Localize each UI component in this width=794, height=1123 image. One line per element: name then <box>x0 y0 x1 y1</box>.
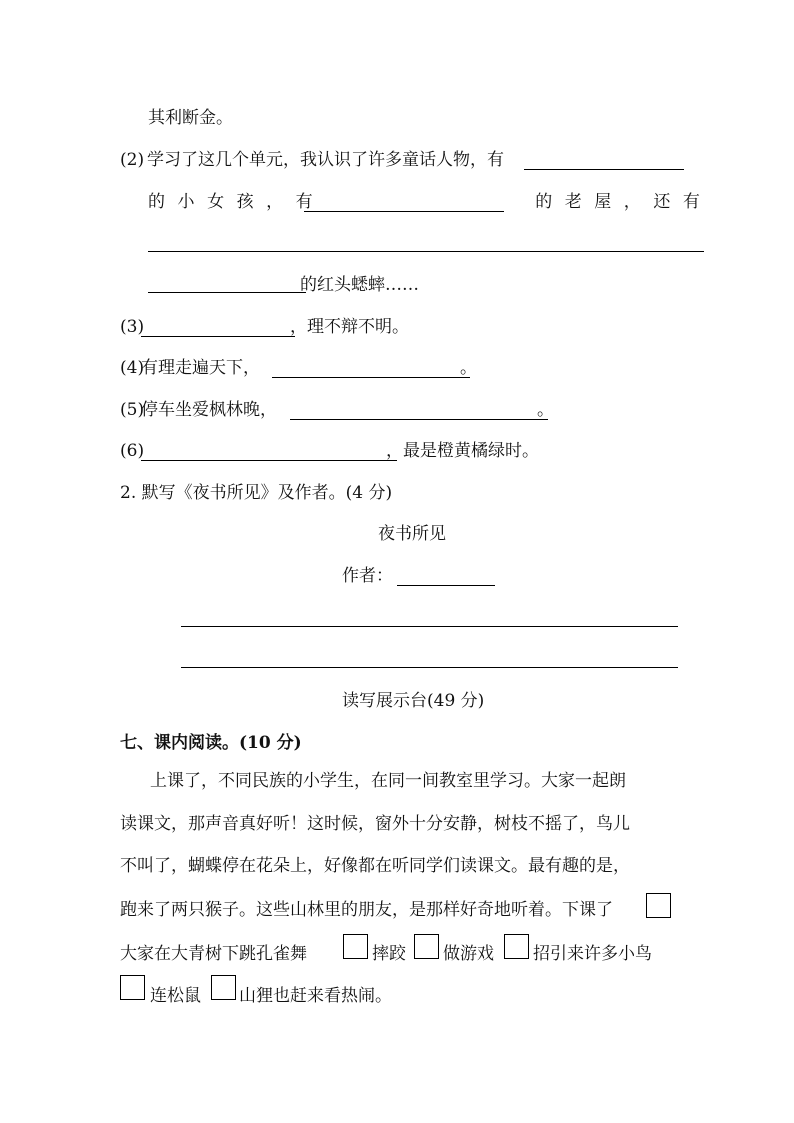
answer-blank-2c[interactable] <box>148 251 704 252</box>
item-3-number: (3) <box>120 317 145 337</box>
item-4-period: 。 <box>460 358 477 378</box>
item-2-line-2 <box>148 194 700 211</box>
passage-line-5-part-c: 做游戏 <box>443 944 494 964</box>
item-5-number: (5) <box>120 400 145 420</box>
spread-char: 小 <box>177 192 195 212</box>
answer-blank-5[interactable] <box>290 419 548 420</box>
author-blank[interactable] <box>397 585 495 586</box>
spread-char: 老 <box>564 192 582 212</box>
author-label: 作者： <box>342 566 393 586</box>
answer-blank-2a[interactable] <box>524 169 684 170</box>
spread-char: 的 <box>148 192 165 212</box>
spread-char: 女 <box>207 192 225 212</box>
item-2-text: 学习了这几个单元，我认识了许多童话人物，有 <box>147 150 504 170</box>
spread-char: 屋 <box>594 192 612 212</box>
spread-char: 有 <box>682 192 700 212</box>
passage-line-4: 跑来了两只猴子。这些山林里的朋友，是那样好奇地听着。下课了 <box>120 900 613 920</box>
passage-line-6-part-a: 连松鼠 <box>150 986 201 1006</box>
poem-line-blank-1[interactable] <box>181 626 678 627</box>
answer-blank-4[interactable] <box>272 377 470 378</box>
text-line-qi-li-duan-jin: 其利断金。 <box>148 108 233 128</box>
punctuation-box-3[interactable] <box>414 934 439 959</box>
answer-blank-2d[interactable] <box>148 292 306 293</box>
punctuation-box-1[interactable] <box>646 893 671 918</box>
passage-line-5-part-a: 大家在大青树下跳孔雀舞 <box>120 944 307 964</box>
passage-line-3: 不叫了，蝴蝶停在花朵上，好像都在听同学们读课文。最有趣的是， <box>120 856 630 876</box>
poem-title: 夜书所见 <box>378 524 446 544</box>
poem-line-blank-2[interactable] <box>181 667 678 668</box>
punctuation-box-4[interactable] <box>504 934 529 959</box>
answer-blank-2b[interactable] <box>304 211 504 212</box>
answer-blank-6[interactable] <box>141 460 397 461</box>
spread-char: 孩 <box>236 192 254 212</box>
question-7-heading: 七、课内阅读。(10 分) <box>120 733 302 753</box>
passage-line-5-part-d: 招引来许多小鸟 <box>533 944 652 964</box>
punctuation-box-2[interactable] <box>343 934 368 959</box>
item-6-text: ，最是橙黄橘绿时。 <box>386 441 539 461</box>
passage-line-1: 上课了，不同民族的小学生，在同一间教室里学习。大家一起朗 <box>150 771 626 791</box>
spread-char: 的 <box>535 192 553 212</box>
spread-char: 有 <box>295 192 313 212</box>
answer-blank-3[interactable] <box>141 336 295 337</box>
section-title: 读写展示台(49 分) <box>342 691 485 711</box>
spread-char: 还 <box>653 192 671 212</box>
item-2-number: (2) <box>120 150 145 170</box>
item-4-number: (4) <box>120 358 145 378</box>
question-2-heading: 2. 默写《夜书所见》及作者。(4 分) <box>120 483 393 503</box>
item-6-number: (6) <box>120 441 145 461</box>
item-3-text: ，理不辩不明。 <box>290 317 409 337</box>
punctuation-box-6[interactable] <box>211 975 236 1000</box>
passage-line-6-part-b: 山狸也赶来看热闹。 <box>239 986 392 1006</box>
item-5-text: 停车坐爱枫林晚， <box>141 400 277 420</box>
spread-char: ， <box>266 192 284 212</box>
spread-char: ， <box>623 192 641 212</box>
passage-line-2: 读课文，那声音真好听！这时候，窗外十分安静，树枝不摇了，鸟儿 <box>120 814 630 834</box>
passage-line-5-part-b: 摔跤 <box>372 944 406 964</box>
item-4-text: 有理走遍天下， <box>141 358 260 378</box>
punctuation-box-5[interactable] <box>120 975 145 1000</box>
item-2-text-end: 的红头蟋蟀…… <box>300 275 419 295</box>
item-5-period: 。 <box>537 400 554 420</box>
